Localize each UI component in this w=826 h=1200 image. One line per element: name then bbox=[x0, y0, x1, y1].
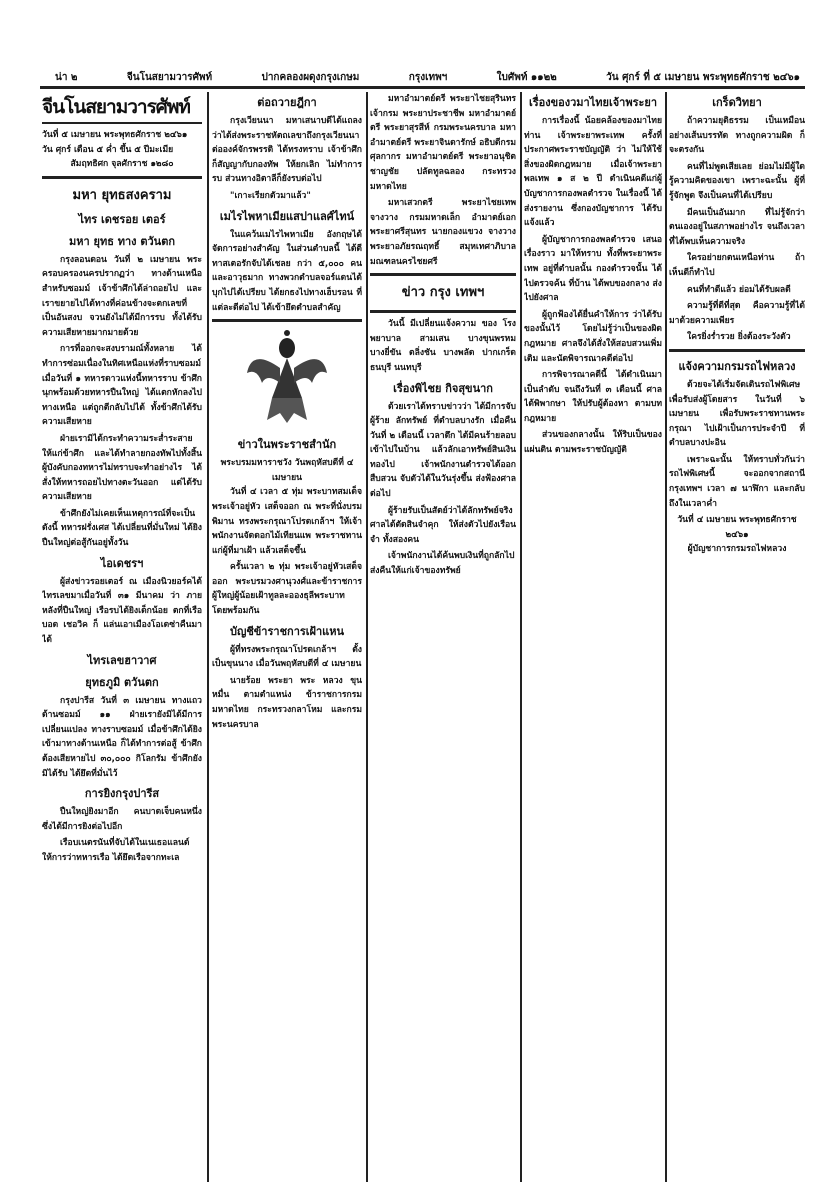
subheading: บัญชีข้าราชการเฝ้าแหน bbox=[229, 624, 345, 638]
article-paragraph: การที่ออกจะสงบรามณ์ทั้งหลาย ได้ทำการซ่อมเนื่องในทิศเหนือแห่งที่ราบซอมม์ เมื่อวันที่ ๑ ทหารดาวแห่งนี้ทหารราบ ข้าศึกนุกพร้อมด้วยทหารปืนใหญ่ ได้แตกหักลงไปทางเหนือ แต่ถูกตีกลับไปได้ ทั้งข้าศึกได้รับความเสียหาย bbox=[42, 344, 202, 428]
notice-date: วันที่ ๔ เมษายน พระพุทธศักราช ๒๔๖๑ bbox=[677, 515, 797, 540]
divider bbox=[370, 310, 516, 313]
column-divider bbox=[520, 92, 522, 1182]
paper-name: จีนโนสยามวารศัพท์ bbox=[126, 72, 213, 83]
article-paragraph: ฝ่ายเรามิได้กระทำความระส่ำระสายให้แก่ข้าศึก และได้ทำลายกองทัพไปทั้งสิ้น ผู้บังคับกองทหารไม่ทราบจะทำอย่างไร ได้สั่งให้ทหารถอยไปทางตะวันออก แต่ได้รับความเสียหาย bbox=[42, 433, 202, 503]
page-header bbox=[55, 70, 800, 85]
divider bbox=[669, 349, 805, 352]
issue-date: วัน ศุกร์ ที่ ๕ เมษายน พระพุทธศักราช ๒๔๖๑ bbox=[606, 72, 800, 83]
column-1 bbox=[42, 92, 202, 1192]
issue-number: ใบศัพท์ ๑๑๒๒ bbox=[496, 72, 557, 83]
subheading: มหา ยุทธ ทาง ตวันตก bbox=[68, 234, 176, 248]
article-paragraph: นายร้อย พระยา พระ หลวง ขุน หมื่น ตามตำแหน่ง ข้าราชการกรมมหาดไทย กระทรวงกลาโหม และกรมพระนครบาล bbox=[212, 675, 362, 730]
article-paragraph: การพิจารณาคดีนี้ ได้ดำเนินมาเป็นลำดับ จนถึงวันที่ ๓ เดือนนี้ ศาลได้พิพากษา ให้ปรับผู้ต้องหา ตามบทกฎหมาย bbox=[524, 370, 662, 424]
article-paragraph: เจ้าพนักงานได้ค้นพบเงินที่ถูกลักไป ส่งคืนให้แก่เจ้าของทรัพย์ bbox=[370, 551, 515, 577]
article-paragraph: ข้าศึกยังไม่เคยเห็นเหตุการณ์ที่จะเป็นดังนี้ ทหารฝรั่งเศส ได้เปลี่ยนที่มั่นใหม่ ได้ยิงปืนใหญ่ต่อสู้กันอยู่ทั้งวัน bbox=[42, 508, 202, 549]
article-paragraph: ความรู้ที่ดีที่สุด คือความรู้ที่ได้มาด้วยความเพียร bbox=[669, 301, 805, 326]
page-number: น่า ๒ bbox=[55, 72, 78, 83]
subheading: ไทรเลขฮาวาศ bbox=[87, 653, 157, 667]
article-paragraph: ผู้ร้ายรับเป็นสัตย์ว่าได้ลักทรัพย์จริง ศาลได้ตัดสินจำคุก ให้ส่งตัวไปยังเรือนจำ ทั้งสองคน bbox=[370, 505, 516, 545]
subheading-railway-notice: แจ้งความกรมรถไฟหลวง bbox=[678, 359, 796, 373]
article-paragraph: ครั้นเวลา ๒ ทุ่ม พระเจ้าอยู่หัวเสด็จออก พระบรมวงศานุวงศ์และข้าราชการ ผู้ใหญ่ผู้น้อยเฝ้าทูลละอองธุลีพระบาท โดยพร้อมกัน bbox=[212, 562, 362, 617]
article-paragraph: เพราะฉะนั้น ให้ทราบทั่วกันว่า รถไฟพิเศษนี้ จะออกจากสถานีกรุงเทพฯ เวลา ๗ นาฬิกา และกลับถึงในเวลาค่ำ bbox=[669, 454, 805, 509]
article-paragraph: มีคนเป็นอันมาก ที่ไม่รู้จักว่าตนเองอยู่ในสภาพอย่างไร จนถึงเวลาที่ได้พบเห็นความจริง bbox=[669, 207, 805, 247]
subheading: เรื่องพิไชย กิจสุขนาก bbox=[393, 381, 493, 395]
article-paragraph: "เกาะเรียกตัวมาแล้ว" bbox=[230, 190, 311, 201]
masthead: จีนโนสยามวารศัพท์ bbox=[42, 92, 202, 124]
column-4 bbox=[524, 92, 662, 1192]
article-paragraph: วันที่ ๔ เวลา ๕ ทุ่ม พระบาทสมเด็จพระเจ้าอยู่หัว เสด็จออก ณ พระที่นั่งบรมพิมาน ทรงพระกรุณาโปรดเกล้าฯ ให้เจ้าพนักงานจัดดอกไม้เทียนแพ พระราชทานแก่ผู้ที่มาเฝ้า แล้วเสด็จขึ้น bbox=[212, 487, 362, 556]
subheading: เกร็ดวิทยา bbox=[712, 96, 762, 109]
notice-signature: ผู้บัญชาการกรมรถไฟหลวง bbox=[687, 544, 787, 555]
dateline: พระบรมมหาราชวัง วันพฤหัสบดีที่ ๔ เมษายน bbox=[220, 458, 354, 483]
city: กรุงเทพฯ bbox=[408, 72, 448, 83]
office-address: ปากคลองผดุงกรุงเกษม bbox=[261, 72, 360, 83]
article-paragraph: ผู้ที่ทรงพระกรุณาโปรดเกล้าฯ ตั้งเป็นขุนนาง เมื่อวันพฤหัสบดีที่ ๔ เมษายน bbox=[212, 644, 362, 670]
subheading: เมไรไพหาเมียแสปาแลศ์ไทน์ bbox=[219, 209, 355, 223]
article-paragraph: คนที่ไม่พูดเสียเลย ย่อมไม่มีผู้ใดรู้ความคิดของเขา เพราะฉะนั้น ผู้ที่รู้จักพูด จึงเป็นคนที่ได้เปรียบ bbox=[669, 161, 805, 201]
article-paragraph: ใครอย่ายกตนเหนือท่าน ถ้าเห็นดีก็ทำไป bbox=[669, 253, 805, 278]
article-paragraph: ในแคว้นเมไรไพหาเมีย อังกฤษได้จัดการอย่างสำคัญ ในส่วนตำบลนี้ ได้ตีทาสเตอรักจับได้เชลย กว่า ๕,๐๐๐ คน และอาวุธมาก ทางพวกตำบลจอร์แดนได้บุกไปได้เปรียบ ได้ยกธงไปทางเฮ็บรอน ที่แต่ละดีต่อไป ได้เข้ายึดตำบลสำคัญ bbox=[212, 229, 362, 313]
subheading: ยุทธภูมิ ตวันตก bbox=[85, 675, 159, 689]
subheading: การยิงกรุงปารีส bbox=[84, 787, 160, 801]
article-paragraph: มหาเสวกตรี พระยาไชยเทพ จางวาง กรมมหาดเล็ก อำมาตย์เอก พระยาศรีสุนทร นายกองแขวง จางวาง พระยาอภัยรณฤทธิ์ สมุหเทศาภิบาล มณฑลนครไชยศรี bbox=[370, 198, 516, 267]
header-rule bbox=[40, 86, 805, 89]
subheading: ต่อถวายฎีกา bbox=[257, 96, 317, 109]
article-paragraph: เรือบเนตรนันที่จับได้ในเนเธอแลนด์ ให้การว่าทหารเรือ ได้ยึดเรือจากทะเล bbox=[42, 838, 190, 863]
article-paragraph: วันนี้ มีเปลี่ยนแจ้งความ ของ โรงพยาบาล สามเสน บางขุนพรหม บางยี่ขัน ตลิ่งชัน บางพลัด ปากเกร็ด ธนบุรี นนทบุรี bbox=[370, 319, 516, 373]
subheading: ไอเดชรฯ bbox=[100, 556, 144, 570]
article-paragraph: ผู้ส่งข่าวรอยเตอร์ ณ เมืองนิวยอร์คได้ไทรเลขมาเมื่อวันที่ ๓๑ มีนาคม ว่า ภายหลังที่ปืนใหญ่ เรือรบได้ยิงเด็กน้อย ตกที่เรือบอด เชอวิค ก็ แล่นเอาเมืองโอเดซ่าคืนมาได้ bbox=[42, 576, 202, 646]
divider bbox=[42, 176, 202, 179]
subheading-royal-court: ข่าวในพระราชสำนัก bbox=[237, 438, 337, 452]
column-3 bbox=[370, 92, 516, 1192]
article-paragraph: การเรื่องนี้ น้อยคล้องของมาไทยท่าน เจ้าพระยาพระเทพ ครั้งที่ประกาศพระราชบัญญัติ ว่า ไม่ให้ใช้สิ่งของผิดกฎหมาย เมื่อเจ้าพระยาพลเทพ ๑ ส ๒ ปี ดำเนินคดีแก่ผู้บัญชาการกองพลตำรวจ ในเรื่องนี้ ได้ส่งรายงาน ซึ่งกองบัญชาการ ได้รับแจ้งแล้ว bbox=[524, 116, 662, 229]
dateline: สัมฤทธิศก จุลศักราช ๑๒๘๐ bbox=[70, 159, 174, 170]
article-paragraph: ด้วยจะได้เริ่มจัดเดินรถไฟพิเศษ เพื่อรับส่งผู้โดยสาร ในวันที่ ๖ เมษายน เพื่อรับพระราชทานพระกรุณา ไปเฝ้าเป็นการประจำปี ที่ตำบลบางปะอิน bbox=[669, 379, 805, 449]
article-paragraph: ด้วยเราได้ทราบข่าวว่า ได้มีการจับผู้ร้าย ลักทรัพย์ ที่ตำบลบางรัก เมื่อคืนวันที่ ๒ เดือนนี้ เวลาดึก ได้มีคนร้ายลอบเข้าไปในบ้าน แล้วลักเอาทรัพย์สินเงินทองไป เจ้าพนักงานตำรวจได้ออกสืบสวน จับตัวได้ในวันรุ่งขึ้น ส่งฟ้องศาลต่อไป bbox=[370, 401, 516, 500]
article-paragraph: คนที่ทำดีแล้ว ย่อมได้รับผลดี bbox=[687, 284, 791, 295]
column-divider bbox=[207, 92, 209, 1182]
article-paragraph: ปืนใหญ่ยิงมาอีก คนบาดเจ็บคนหนึ่ง ซึ่งได้มีการยิงต่อไปอีก bbox=[42, 807, 202, 832]
column-divider bbox=[366, 92, 368, 1182]
article-paragraph: ผู้บัญชาการกองพลตำรวจ เสนอ เรื่องราว มาให้ทราบ ทั้งที่พระยาพระเทพ อยู่ที่ตำบลนั้น กองตำรวจนั้น ได้ไปตรวจค้น ที่บ้าน ได้พบของกลาง ส่งไปยังศาล bbox=[524, 234, 662, 304]
article-paragraph: มหาอำมาตย์ตรี พระยาไชยสุรินทร เจ้ากรม พระยาประชาชีพ มหาอำมาตย์ตรี พระยาสุรสีห์ กรมพระนครบาล มหาอำมาตย์ตรี พระยาจินดารักษ์ อธิบดีกรมศุลกากร มหาอำมาตย์ตรี พระยาอนุชิตชาญชัย ปลัดทูลฉลอง กระทรวงมหาดไทย bbox=[370, 94, 516, 192]
headline-great-war: มหา ยุทธสงคราม bbox=[72, 187, 172, 203]
divider bbox=[370, 273, 516, 276]
article-paragraph: ผู้ถูกฟ้องได้ยื่นคำให้การ ว่าได้รับของนั้นไว้ โดยไม่รู้ว่าเป็นของผิดกฎหมาย ศาลจึงได้สั่งให้สอบสวนเพิ่มเติม และนัดพิจารณาคดีต่อไป bbox=[524, 309, 662, 364]
headline-bangkok-news: ข่าว กรุง เทพฯ bbox=[401, 285, 485, 301]
garuda-emblem-icon bbox=[212, 328, 362, 428]
article-paragraph: ถ้าความยุติธรรม เป็นเหมือนอย่างเส้นบรรทัด ทางถูกความผิด ก็จะตรงกัน bbox=[669, 116, 805, 156]
article-paragraph: ใครยิ่งร่ำรวย ยิ่งต้องระวังตัว bbox=[687, 332, 791, 343]
column-2 bbox=[212, 92, 362, 1192]
dateline: วันที่ ๕ เมษายน พระพุทธศักราช ๒๔๖๑ bbox=[42, 130, 188, 140]
article-paragraph: กรุงปารีส วันที่ ๓ เมษายน ทางแถวด้านซอมม์ ๑๑ ฝ่ายเรายังมิได้มีการเปลี่ยนแปลง ทางราบซอมม์ เมื่อข้าศึกได้ยิงเข้ามาทางด้านเหนือ ก็ได้ทำการต่อสู้ ข้าศึกต้องเสียหายไป ๓๐,๐๐๐ กิโลกรัม ข้าศึกยังมิได้รับ ได้ยึดที่มั่นไว้ bbox=[42, 695, 202, 779]
column-divider bbox=[665, 92, 667, 1182]
divider bbox=[212, 319, 362, 322]
subheading: เรื่องของวมาไทยเจ้าพระยา bbox=[528, 96, 658, 109]
column-5 bbox=[669, 92, 805, 1192]
article-paragraph: กรุงเวียนนา มหาเสนาบดีได้แถลงว่าได้ส่งพระราชหัตถเลขาถึงกรุงเวียนนา ต่อองค์จักรพรรดิ ได้ทรงทราบ เจ้าข้าศึกก็สัญญากับกองทัพ ให้ยกเลิก ไม่ทำการรบ ส่วนทางอิตาลีก็ยังรบต่อไป bbox=[212, 116, 362, 185]
subheading: ไทร เดชรอย เตอร์ bbox=[78, 212, 166, 226]
article-paragraph: ส่วนของกลางนั้น ให้ริบเป็นของแผ่นดิน ตามพระราชบัญญัติ bbox=[524, 430, 662, 456]
article-paragraph: กรุงลอนดอน วันที่ ๒ เมษายน พระครอบครองนครปรากฏว่า ทางด้านเหนือสำหรับซอมม์ เจ้าข้าศึกได้ล่าถอยไป และเราขยายไปได้ทางที่ค่อนข้างจะตกเลขที่ เป็นอันสงบ จวนยังไม่ได้มีการรบ ทั้งได้รับความเสียหายมากมายด้วย bbox=[42, 254, 202, 338]
dateline: วัน ศุกร์ เดือน ๕ ค่ำ ขึ้น ๕ ปีมะเมีย bbox=[42, 144, 174, 155]
